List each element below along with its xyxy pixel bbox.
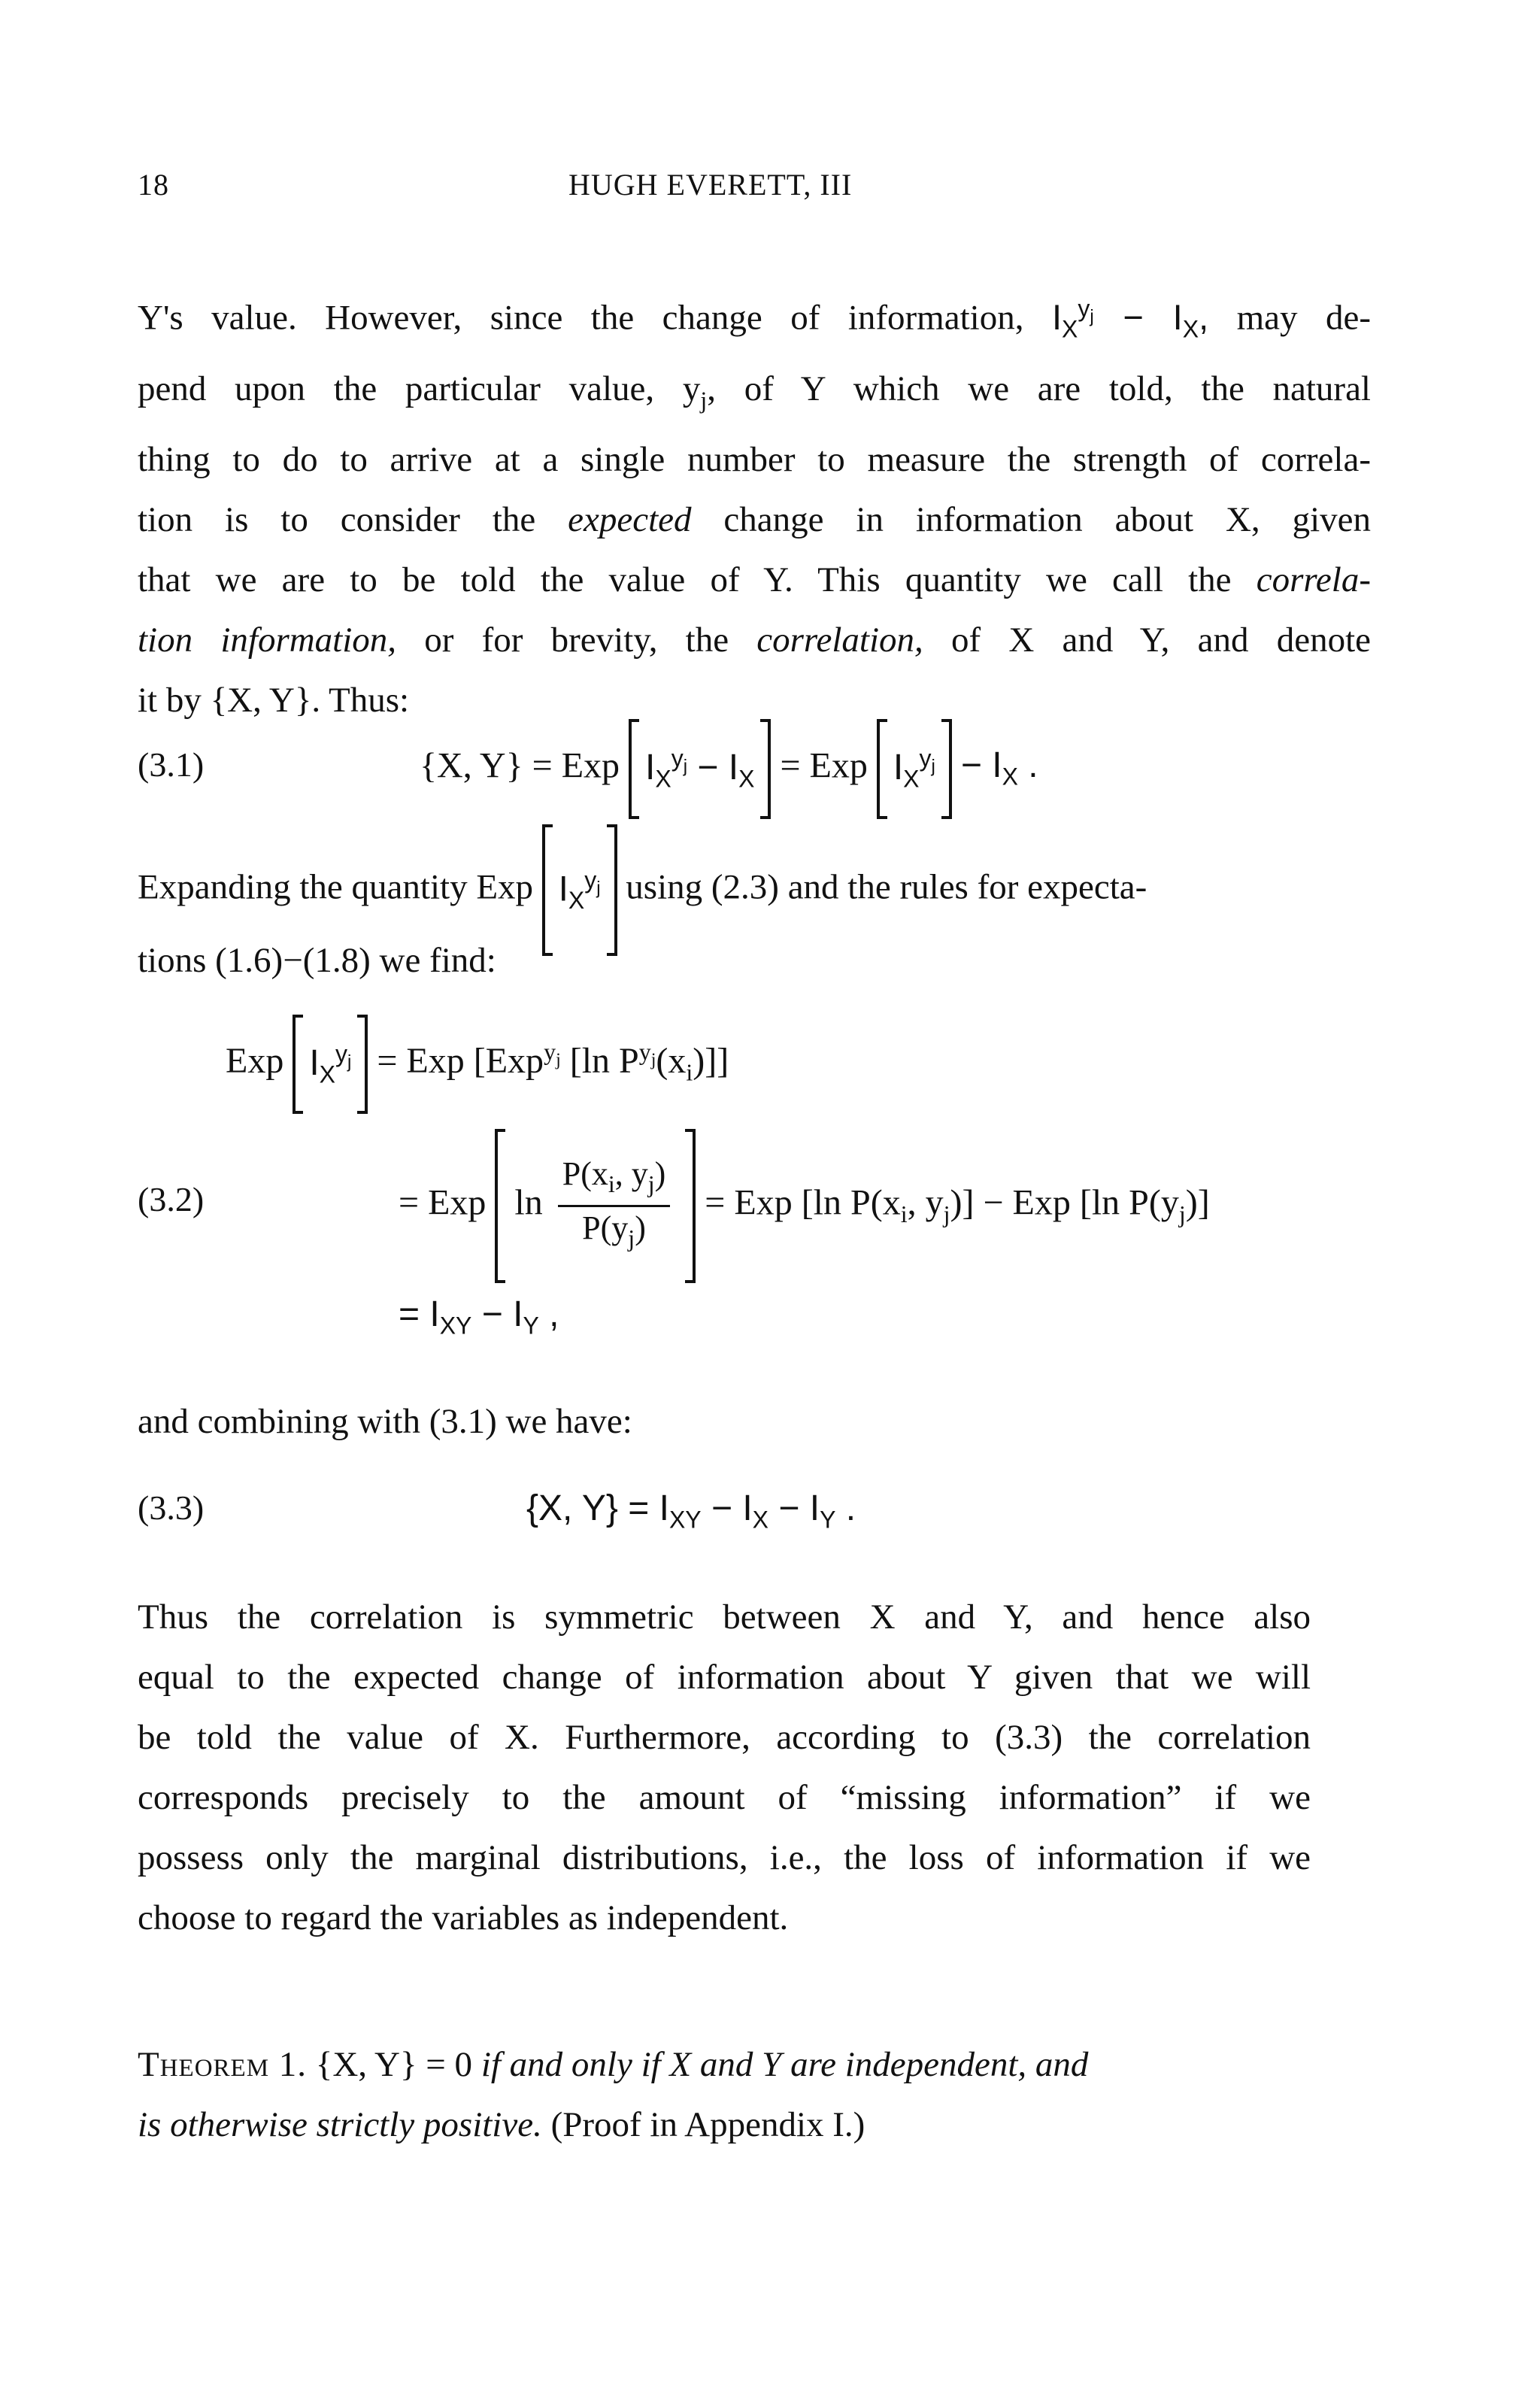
paragraph-1 [138, 278, 1371, 730]
text-line: tion information, or for brevity, the correlation, of X and Y, and denote [138, 620, 1371, 660]
text-line: pend upon the particular value, $y_j$, of Y which we are told, the natural [138, 369, 1371, 414]
page-number: 18 [138, 168, 169, 202]
equation-number-3-1: (3.1) [138, 745, 205, 784]
text-line: choose to regard the variables as independent. [138, 1898, 789, 1937]
text-line: it by {X, Y}. Thus: [138, 681, 410, 721]
running-title: HUGH EVERETT, III [568, 168, 853, 202]
text-line: corresponds precisely to the amount of “missing information” if we [138, 1778, 1311, 1817]
paragraph-3 [138, 1391, 1371, 1452]
paragraph-4 [138, 1587, 1311, 1948]
text-line: Thus the correlation is symmetric between X and Y, and hence also [138, 1597, 1311, 1637]
equation-3-2-row-2: = Exp ln $\frac{P(x_i, y_j)}{P(y_j)}$ = Exp [ln $P(x_i$, $y_j$)] − Exp [ln $P(y_j)$] [399, 1154, 1210, 1258]
equation-3-3: {X, $Y\} = I_{XY} - I_X - I_Y$ . [526, 1488, 856, 1534]
theorem-1 [138, 2034, 1356, 2155]
equation-number-3-2: (3.2) [138, 1180, 205, 1218]
text-line: Theorem 1. {X, Y} = 0 if and only if X and Y are independent, and [138, 2045, 1089, 2084]
text-line: that we are to be told the value of Y. This quantity we call the correla- [138, 560, 1371, 600]
equation-3-1: {X, Y} = Exp $I_X^{y_j} - I_X$ = Exp $I_X^{y_j} - I_X$ . [420, 745, 1038, 793]
text-line: tion is to consider the expected change in information about X, given [138, 500, 1371, 540]
equation-3-2-row-3: = $I_{XY} - I_Y$ , [399, 1294, 559, 1340]
paragraph-2 [138, 850, 1371, 991]
text-line: thing to do to arrive at a single number to measure the strength of correla- [138, 440, 1371, 480]
text-line: Y's value. However, since the change of information, $I_X^{y_j} - I_X$, may de- [138, 295, 1371, 343]
text-line: equal to the expected change of information about Y given that we will [138, 1658, 1311, 1697]
text-line: be told the value of X. Furthermore, according to (3.3) the correlation [138, 1718, 1311, 1757]
equation-3-2-row-1: Exp $I_X^{y_j}$ = Exp [Exp$^{y_j}$ [ln $P^{y_j}(x_i)$]] [226, 1038, 729, 1088]
text-line: possess only the marginal distributions, i.e., the loss of information if we [138, 1838, 1311, 1877]
theorem-title: Theorem 1. [138, 2045, 308, 2084]
text-line: tions (1.6)−(1.8) we find: [138, 941, 496, 981]
text-line: and combining with (3.1) we have: [138, 1402, 632, 1441]
text-line: is otherwise strictly positive. (Proof in Appendix I.) [138, 2105, 865, 2144]
equation-number-3-3: (3.3) [138, 1488, 205, 1527]
text-line: Expanding the quantity Exp $I_X^{y_j}$ using (2.3) and the rules for expecta- [138, 850, 1371, 930]
